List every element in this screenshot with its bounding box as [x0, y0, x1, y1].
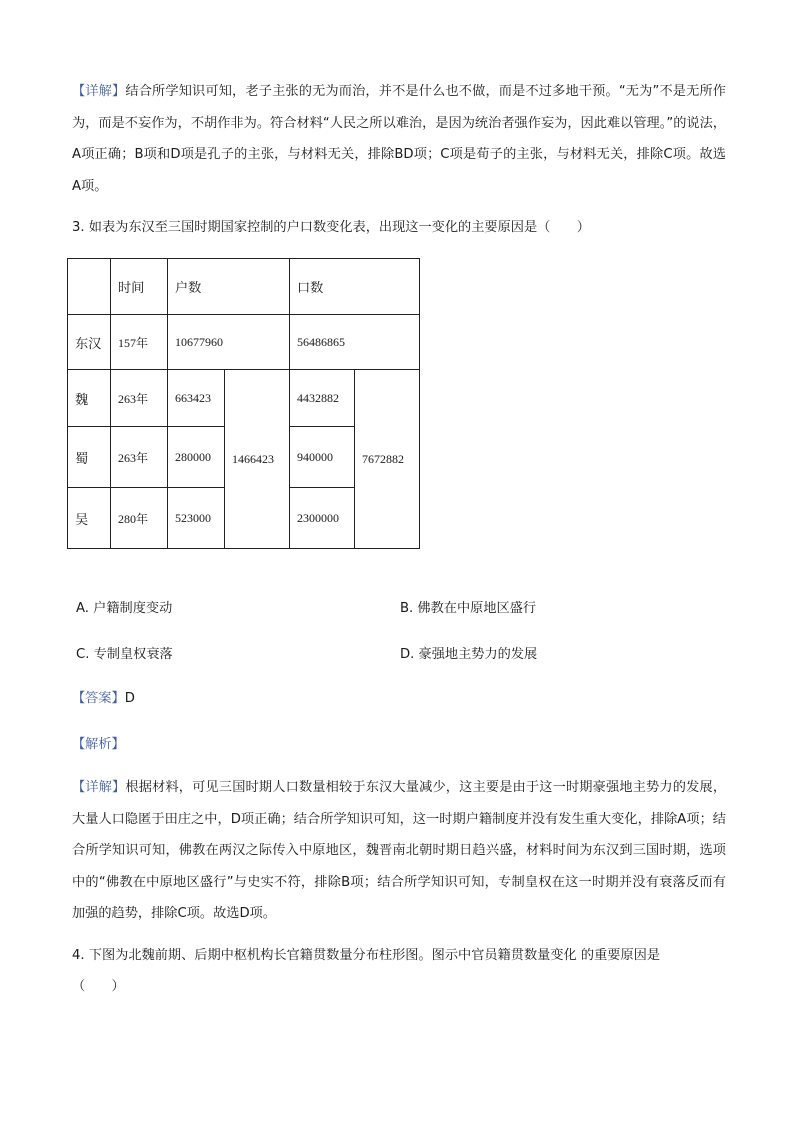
header-time: 时间: [111, 259, 168, 315]
dynasty-shu: 蜀: [68, 427, 111, 488]
question-3-detail-paragraph: [72, 772, 726, 930]
answer-value: D: [124, 691, 135, 706]
analysis-label: 【解析】: [72, 737, 125, 752]
option-d: D. 豪强地主势力的发展: [400, 647, 538, 662]
population-wei: 4432882: [290, 370, 355, 427]
question-4-stem-line-2: （ ）: [72, 979, 125, 994]
option-c: C. 专制皇权衰落: [76, 647, 173, 662]
time-wu: 280年: [111, 488, 168, 549]
answer-line: [72, 689, 135, 709]
option-b: B. 佛教在中原地区盛行: [400, 601, 537, 616]
households-shu: 280000: [168, 427, 225, 488]
households-donghan: 10677960: [168, 315, 290, 370]
dynasty-wu: 吴: [68, 488, 111, 549]
detail-text: 根据材料，可见三国时期人口数量相较于东汉大量减少，这主要是由于这一时期豪强地主势力的发展，大量人口隐匿于田庄之中，D项正确；结合所学知识可知，这一时期户籍制度并没有发生重大变化，排除A项；结合所学知识可知，佛教在两汉之际传入中原地区，魏晋南北朝时期日趋兴盛，材料时间为东汉到三国时期，选项中的“佛教在中原地区盛行”与史实不符，排除B项；结合所学知识可知，专制皇权在这一时期并没有衰落反而有加强的趋势，排除C项。故选D项。: [72, 780, 727, 921]
detail-label: 【详解】: [72, 780, 126, 795]
header-households: 户数: [168, 259, 290, 315]
time-shu: 263年: [111, 427, 168, 488]
detail-text: 结合所学知识可知，老子主张的无为而治，并不是什么也不做，而是不过多地干预。“无为”不是无所作为，而是不妄作为，不胡作非为。符合材料“人民之所以难治，是因为统治者强作妄为，因此难以管理。”的说法，A项正确；B项和D项是孔子的主张，与材料无关，排除BD项；C项是荀子的主张，与材料无关，排除C项。故选A项。: [72, 84, 726, 194]
time-donghan: 157年: [111, 315, 168, 370]
population-shu: 940000: [290, 427, 355, 488]
population-donghan: 56486865: [290, 315, 420, 370]
table-row-wei: [68, 370, 420, 427]
households-wu: 523000: [168, 488, 225, 549]
option-a: A. 户籍制度变动: [76, 601, 173, 616]
header-blank-cell: [68, 259, 111, 315]
population-wu: 2300000: [290, 488, 355, 549]
total-households: 1466423: [225, 370, 290, 549]
dynasty-donghan: 东汉: [68, 315, 111, 370]
question-3-stem: 3. 如表为东汉至三国时期国家控制的户口数变化表，出现这一变化的主要原因是（ ）: [72, 220, 590, 235]
total-population: 7672882: [355, 370, 420, 549]
dynasty-wei: 魏: [68, 370, 111, 427]
detail-label: 【详解】: [72, 84, 126, 99]
household-population-table: [67, 258, 420, 549]
header-population: 口数: [290, 259, 420, 315]
table-row-donghan: [68, 315, 420, 370]
answer-label: 【答案】: [72, 691, 125, 706]
households-wei: 663423: [168, 370, 225, 427]
previous-detail-paragraph: [72, 76, 726, 202]
table-header-row: [68, 259, 420, 315]
time-wei: 263年: [111, 370, 168, 427]
question-4-stem-line-1: 4. 下图为北魏前期、后期中枢机构长官籍贯数量分布柱形图。图示中官员籍贯数量变化 的重要原因是: [72, 948, 661, 963]
